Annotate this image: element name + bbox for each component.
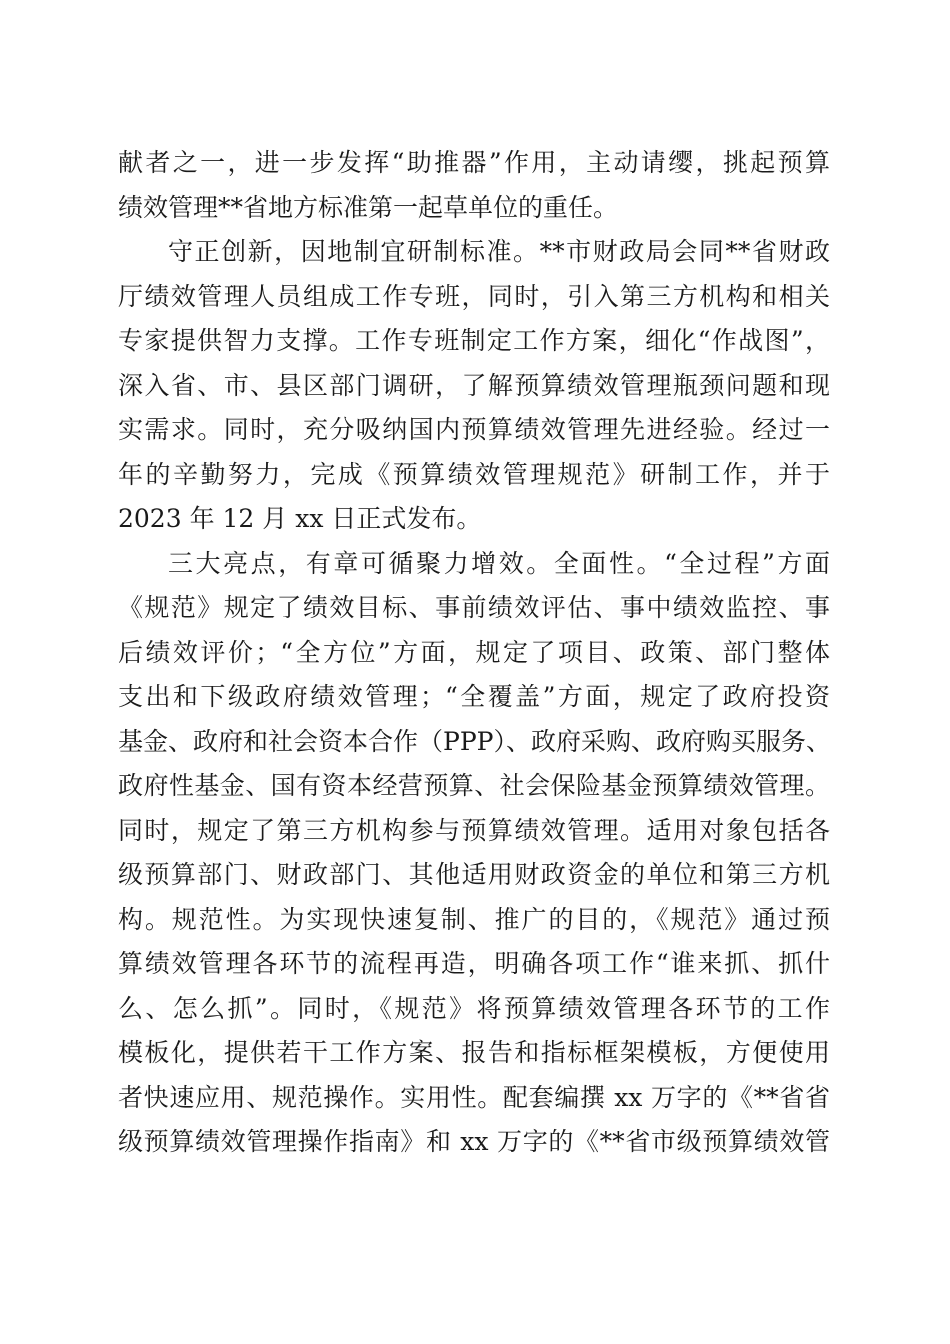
- text-line: 守正创新，因地制宜研制标准。**市财政局会同**省财政: [168, 237, 830, 266]
- text-line: 么、怎么抓”。同时，《规范》将预算绩效管理各环节的工作: [118, 993, 830, 1023]
- text-line: 基金、政府和社会资本合作（PPP）、政府采购、政府购买服务、: [118, 726, 831, 756]
- text-line: 专家提供智力支撑。工作专班制定工作方案，细化“作战图”，: [118, 326, 830, 355]
- text-line: 献者之一，进一步发挥“助推器”作用，主动请缨，挑起预算: [118, 148, 830, 177]
- text-line: 者快速应用、规范操作。实用性。配套编撰 xx 万字的《**省省: [118, 1082, 830, 1112]
- text-line: 后绩效评价；“全方位”方面，规定了项目、政策、部门整体: [118, 637, 830, 667]
- text-line: 《规范》规定了绩效目标、事前绩效评估、事中绩效监控、事: [118, 593, 830, 622]
- text-line: 构。规范性。为实现快速复制、推广的目的，《规范》通过预: [118, 904, 830, 934]
- text-line: 厅绩效管理人员组成工作专班，同时，引入第三方机构和相关: [118, 281, 830, 311]
- text-line: 三大亮点，有章可循聚力增效。全面性。“全过程”方面: [168, 548, 830, 578]
- text-line: 算绩效管理各环节的流程再造，明确各项工作“谁来抓、抓什: [118, 949, 830, 978]
- text-line: 2023 年 12 月 xx 日正式发布。: [118, 504, 482, 533]
- text-line: 模板化，提供若干工作方案、报告和指标框架模板，方便使用: [118, 1038, 830, 1067]
- text-line: 级预算部门、财政部门、其他适用财政资金的单位和第三方机: [118, 860, 830, 889]
- text-line: 实需求。同时，充分吸纳国内预算绩效管理先进经验。经过一: [118, 415, 830, 444]
- document-body: [118, 141, 830, 1165]
- text-line: 政府性基金、国有资本经营预算、社会保险基金预算绩效管理。: [118, 771, 830, 800]
- text-line: 年的辛勤努力，完成《预算绩效管理规范》研制工作，并于: [118, 459, 830, 489]
- text-line: 绩效管理**省地方标准第一起草单位的重任。: [118, 192, 619, 222]
- text-line: 同时，规定了第三方机构参与预算绩效管理。适用对象包括各: [118, 815, 830, 845]
- text-line: 支出和下级政府绩效管理；“全覆盖”方面，规定了政府投资: [118, 682, 830, 711]
- text-line: 深入省、市、县区部门调研，了解预算绩效管理瓶颈问题和现: [118, 370, 830, 400]
- text-line: 级预算绩效管理操作指南》和 xx 万字的《**省市级预算绩效管: [118, 1127, 830, 1156]
